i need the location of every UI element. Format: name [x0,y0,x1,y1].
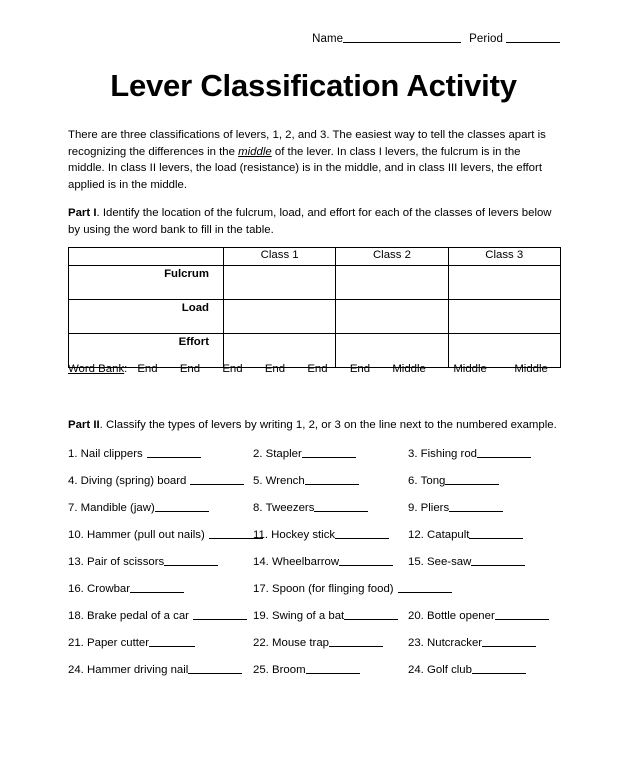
item-row [68,664,573,691]
row-label-load: Load [69,300,224,334]
item-text: Brake pedal of a car [87,610,189,622]
item-row [68,502,573,529]
item-answer-blank[interactable] [305,484,359,485]
item-text: Wheelbarrow [272,556,340,568]
item-number: 21. [68,637,84,649]
table-corner-cell [69,248,224,266]
item-answer-blank[interactable] [130,592,184,593]
intro-paragraph [68,127,560,193]
item-number: 24. [408,664,424,676]
item-answer-blank[interactable] [344,619,398,620]
item-number: 1. [68,448,78,460]
list-item [68,637,195,649]
row-label-fulcrum: Fulcrum [69,266,224,300]
row-label-effort: Effort [69,334,224,368]
item-answer-blank[interactable] [335,538,389,539]
item-number: 19. [253,610,269,622]
list-item [408,637,536,649]
item-answer-blank[interactable] [472,673,526,674]
list-item [253,502,368,514]
list-item [253,637,383,649]
item-answer-blank[interactable] [155,511,209,512]
word-bank-label: Word Bank [68,363,125,375]
item-text: Mandible (jaw) [80,502,155,514]
list-item [253,556,393,568]
item-number: 13. [68,556,84,568]
item-text: Tweezers [265,502,315,514]
table-row [69,266,561,300]
word-bank-word: Middle [514,363,548,375]
part-two-text: . Classify the types of levers by writing 1, 2, or 3 on the line next to the numbered example. [99,419,557,431]
item-answer-blank[interactable] [329,646,383,647]
item-answer-blank[interactable] [188,673,242,674]
part-one-instructions [68,205,564,238]
word-bank-word: Middle [392,363,426,375]
list-item [408,502,503,514]
cell-fulcrum-class-2[interactable] [336,266,448,300]
list-item [68,502,209,514]
item-row [68,529,573,556]
cell-load-class-1[interactable] [224,300,336,334]
item-row [68,448,573,475]
item-number: 16. [68,583,84,595]
item-text: See-saw [427,556,472,568]
item-number: 9. [408,502,418,514]
word-bank-word: End [222,363,243,375]
word-bank-colon: : [124,363,128,375]
part-two-instructions [68,419,568,431]
list-item [408,475,499,487]
table-header-row [69,248,561,266]
item-text: Diving (spring) board [80,475,187,487]
table-header-class-1: Class 1 [224,248,336,266]
list-item [408,610,549,622]
item-text: Nail clippers [80,448,143,460]
list-item [253,664,360,676]
item-number: 18. [68,610,84,622]
word-bank-word: Middle [453,363,487,375]
list-item [408,529,523,541]
list-item [68,610,247,622]
item-number: 2. [253,448,263,460]
item-text: Stapler [265,448,302,460]
list-item [253,448,356,460]
intro-text-before: There are three classifications of levers, 1, 2, and 3. The easiest way to tell the classes apart is recognizing the differences in the [68,129,546,158]
item-row [68,637,573,664]
student-info-line [68,33,560,45]
item-number: 25. [253,664,269,676]
part-two-label: Part II [68,419,100,431]
item-row [68,556,573,583]
item-answer-blank[interactable] [147,457,201,458]
item-number: 5. [253,475,263,487]
item-text: Wrench [265,475,305,487]
item-text: Paper cutter [87,637,150,649]
item-number: 10. [68,529,84,541]
period-label: Period [469,33,503,45]
item-number: 24. [68,664,84,676]
item-text: Spoon (for flinging food) [272,583,394,595]
list-item [68,664,242,676]
lever-classification-table [68,247,561,368]
item-text: Golf club [427,664,472,676]
item-answer-blank[interactable] [495,619,549,620]
item-row [68,610,573,637]
word-bank-word: End [137,363,158,375]
item-text: Hammer driving nail [87,664,189,676]
item-answer-blank[interactable] [302,457,356,458]
item-number: 20. [408,610,424,622]
word-bank [68,363,568,375]
word-bank-word: End [264,363,286,375]
item-number: 4. [68,475,78,487]
item-text: Crowbar [87,583,131,595]
item-number: 8. [253,502,263,514]
page-title: Lever Classification Activity [110,68,517,103]
item-answer-blank[interactable] [445,484,499,485]
list-item [408,556,525,568]
item-number: 23. [408,637,424,649]
list-item [408,664,526,676]
list-item [253,529,389,541]
item-number: 17. [253,583,269,595]
table-header-class-2: Class 2 [336,248,448,266]
item-number: 15. [408,556,424,568]
item-text: Tong [420,475,446,487]
word-bank-word: End [179,363,201,375]
list-item [408,448,531,460]
item-number: 11. [253,529,268,541]
list-item [68,448,201,460]
list-item [68,556,218,568]
item-answer-blank[interactable] [190,484,244,485]
intro-text-after: of the lever. In class I levers, the fulcrum is in the middle. In class II levers, the load (resistance) is in the middle, and in class III levers, the effort applied is in the middle. [68,145,542,191]
item-text: Mouse trap [272,637,329,649]
item-text: Hammer (pull out nails) [87,529,205,541]
table-row [69,300,561,334]
period-blank[interactable] [506,42,560,43]
name-label: Name [312,33,344,45]
item-text: Bottle opener [427,610,495,622]
item-row [68,475,573,502]
word-bank-word: End [307,363,328,375]
item-text: Pliers [420,502,450,514]
list-item [68,529,263,541]
item-text: Hockey stick [271,529,336,541]
item-text: Catapult [427,529,470,541]
item-number: 3. [408,448,418,460]
item-number: 12. [408,529,424,541]
item-answer-blank[interactable] [339,565,393,566]
item-answer-blank[interactable] [149,646,195,647]
item-answer-blank[interactable] [469,538,523,539]
item-number: 22. [253,637,269,649]
list-item [253,583,452,595]
part-one-text: . Identify the location of the fulcrum, load, and effort for each of the classes of levers below by using the word bank to fill in the table. [68,207,552,236]
list-item [68,583,184,595]
item-answer-blank[interactable] [482,646,536,647]
name-blank[interactable] [343,42,461,43]
item-answer-blank[interactable] [398,592,452,593]
item-number: 14. [253,556,269,568]
item-answer-blank[interactable] [193,619,247,620]
item-row [68,583,573,610]
item-answer-blank[interactable] [449,511,503,512]
item-answer-blank[interactable] [471,565,525,566]
item-answer-blank[interactable] [306,673,360,674]
cell-load-class-3[interactable] [448,300,560,334]
item-number: 6. [408,475,418,487]
list-item [253,610,398,622]
word-bank-word: End [349,363,371,375]
item-text: Pair of scissors [87,556,165,568]
intro-emphasis-middle: middle [238,145,272,158]
item-text: Nutcracker [427,637,483,649]
item-text: Broom [272,664,306,676]
item-answer-blank[interactable] [164,565,218,566]
item-answer-blank[interactable] [314,511,368,512]
part-one-label: Part I [68,207,97,219]
item-number: 7. [68,502,78,514]
table-header-class-3: Class 3 [448,248,560,266]
cell-fulcrum-class-1[interactable] [224,266,336,300]
list-item [253,475,359,487]
item-answer-blank[interactable] [477,457,531,458]
cell-load-class-2[interactable] [336,300,448,334]
item-text: Swing of a bat [272,610,345,622]
cell-fulcrum-class-3[interactable] [448,266,560,300]
item-text: Fishing rod [420,448,478,460]
list-item [68,475,244,487]
lever-item-list [68,448,573,691]
